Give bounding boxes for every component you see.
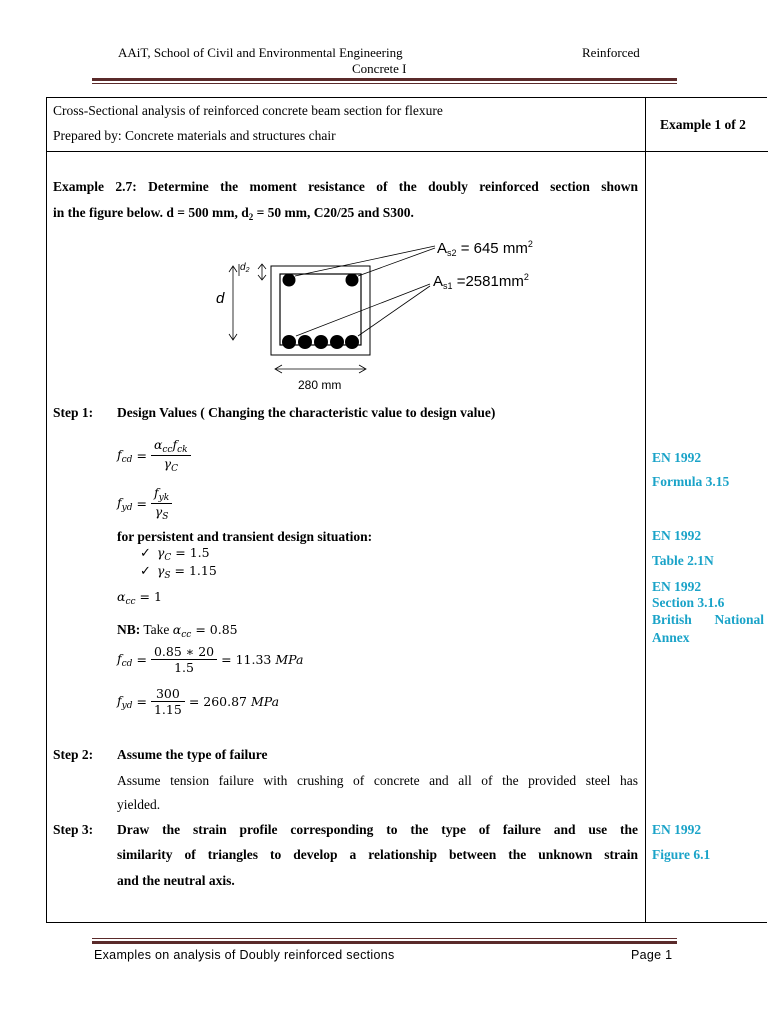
- header-left: AAiT, School of Civil and Environmental Engineering: [118, 45, 403, 60]
- bottom-bar-3: [314, 335, 328, 349]
- as2-label: $A_{s2} = 645$ $mm^2$: [437, 239, 533, 258]
- ref-en1992-table: EN 1992: [652, 528, 702, 543]
- bottom-bar-2: [298, 335, 312, 349]
- page-number: Page 1: [631, 948, 673, 962]
- fyd-calculation: $f_{yd}$ = $\frac{300}{1.15}$ = 260.87 MPa: [117, 686, 280, 717]
- alpha-cc-value: $\alpha_{cc} = 1$: [117, 589, 162, 607]
- ref-en1992-section: EN 1992: [652, 579, 702, 594]
- footer-rule: [92, 941, 677, 944]
- step3-line2: similarity of triangles to develop a relationship between the unknown strain: [117, 847, 638, 862]
- d-label: d: [216, 290, 225, 307]
- top-bar-left: [283, 274, 296, 287]
- step2-title: Assume the type of failure: [117, 747, 268, 762]
- d2-label: $d_2$: [240, 262, 250, 274]
- step1-title: Design Values ( Changing the characteristic value to design value): [117, 405, 496, 420]
- table-header-divider: [46, 151, 768, 152]
- step3-label: Step 3:: [53, 822, 94, 837]
- ref-formula-315: Formula 3.15: [652, 474, 730, 489]
- example-statement-line2: in the figure below. d = 500 mm, $d_2 = 50$ mm, C20/25 and S300.: [53, 205, 414, 222]
- fcd-formula: $f_{cd}$ = $\frac{\alpha_{cc}f_{ck}}{\gamma_C}$: [117, 437, 191, 474]
- footer-left: Examples on analysis of Doubly reinforced sections: [94, 948, 395, 962]
- step3-line1: Draw the strain profile corresponding to the type of failure and use the: [117, 822, 638, 837]
- example-tag: Example 1 of 2: [660, 117, 746, 132]
- ref-annex: Annex: [652, 630, 690, 645]
- header-center: Concrete I: [352, 61, 407, 76]
- ref-en1992-figure: EN 1992: [652, 822, 702, 837]
- bottom-bar-1: [282, 335, 296, 349]
- header-right: Reinforced: [582, 45, 640, 60]
- header-rule: [92, 78, 677, 81]
- check-icon: ✓: [140, 564, 151, 579]
- prepared-by: Prepared by: Concrete materials and structures chair: [53, 128, 336, 143]
- gamma-s-value: ✓ $\gamma_S = 1.15$: [140, 563, 217, 581]
- step2-text-line2: yielded.: [117, 797, 161, 812]
- step2-label: Step 2:: [53, 747, 94, 762]
- section-title: Cross-Sectional analysis of reinforced concrete beam section for flexure: [53, 103, 443, 118]
- bottom-bar-4: [330, 335, 344, 349]
- step1-label: Step 1:: [53, 405, 94, 420]
- ref-table-21n: Table 2.1N: [652, 553, 714, 568]
- persistent-situation: for persistent and transient design situation:: [117, 529, 373, 544]
- fcd-calculation: $f_{cd}$ = $\frac{0.85 ∗ 20}{1.5}$ = 11.33 MPa: [117, 644, 304, 675]
- top-bar-right: [346, 274, 359, 287]
- step2-text-line1: Assume tension failure with crushing of concrete and all of the provided steel has: [117, 773, 638, 788]
- ref-en1992-formula: EN 1992: [652, 450, 702, 465]
- table-column-divider: [645, 97, 646, 922]
- nb-note: NB: Take $\alpha_{cc} = 0.85$: [117, 622, 238, 640]
- width-label: 280 mm: [298, 378, 342, 392]
- as1-label: $A_{s1} =2581mm^2$: [433, 272, 529, 291]
- step3-line3: and the neutral axis.: [117, 873, 235, 888]
- ref-figure-61: Figure 6.1: [652, 847, 711, 862]
- check-icon: ✓: [140, 546, 151, 561]
- ref-british-national: British National: [652, 612, 764, 627]
- gamma-c-value: ✓ $\gamma_C = 1.5$: [140, 545, 210, 563]
- fyd-formula: $f_{yd}$ = $\frac{f_{yk}}{\gamma_S}$: [117, 485, 172, 522]
- bottom-bar-5: [345, 335, 359, 349]
- footer-rule-thin: [92, 938, 677, 939]
- ref-section-316: Section 3.1.6: [652, 595, 725, 610]
- header-rule-thin: [92, 83, 677, 84]
- example-statement-line1: Example 2.7: Determine the moment resistance of the doubly reinforced section shown: [53, 179, 638, 194]
